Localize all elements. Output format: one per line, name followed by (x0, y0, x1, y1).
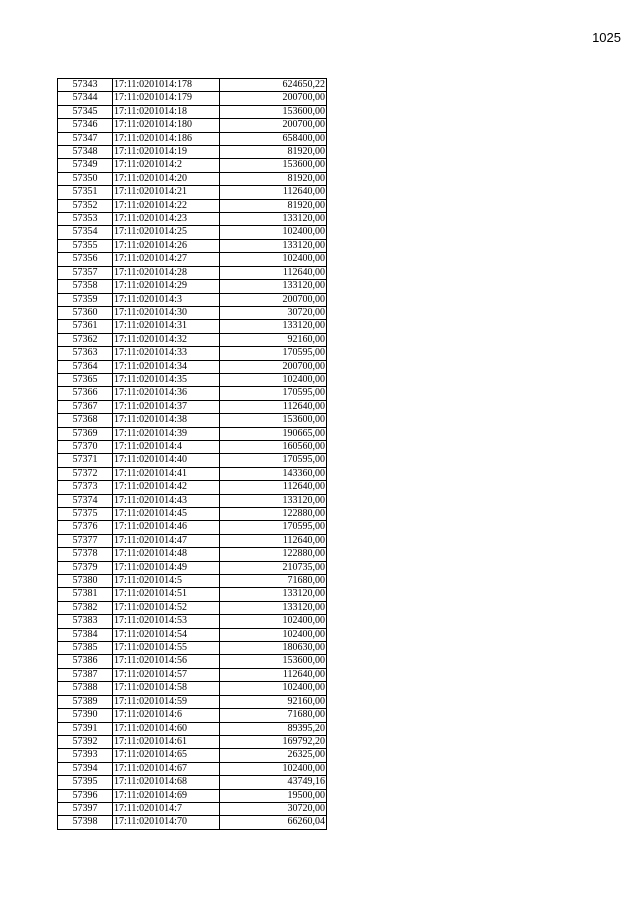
table-row (58, 186, 327, 199)
amount-cell: 133120,00 (220, 280, 327, 293)
amount-cell: 122880,00 (220, 508, 327, 521)
amount-cell: 89395,20 (220, 722, 327, 735)
amount-cell: 153600,00 (220, 414, 327, 427)
amount-cell: 102400,00 (220, 628, 327, 641)
row-number-cell: 57366 (58, 387, 113, 400)
amount-cell: 81920,00 (220, 172, 327, 185)
cadastral-number-cell: 17:11:0201014:47 (113, 534, 220, 547)
amount-cell: 81920,00 (220, 146, 327, 159)
amount-cell: 102400,00 (220, 682, 327, 695)
row-number-cell: 57362 (58, 333, 113, 346)
cadastral-number-cell: 17:11:0201014:70 (113, 816, 220, 829)
cadastral-number-cell: 17:11:0201014:45 (113, 508, 220, 521)
row-number-cell: 57381 (58, 588, 113, 601)
table-row (58, 440, 327, 453)
row-number-cell: 57382 (58, 601, 113, 614)
table-row (58, 132, 327, 145)
table-row (58, 735, 327, 748)
table-row (58, 628, 327, 641)
amount-cell: 102400,00 (220, 253, 327, 266)
row-number-cell: 57367 (58, 400, 113, 413)
row-number-cell: 57376 (58, 521, 113, 534)
table-row (58, 561, 327, 574)
table-row (58, 213, 327, 226)
cadastral-number-cell: 17:11:0201014:31 (113, 320, 220, 333)
cadastral-number-cell: 17:11:0201014:22 (113, 199, 220, 212)
table-row (58, 373, 327, 386)
amount-cell: 92160,00 (220, 333, 327, 346)
cadastral-number-cell: 17:11:0201014:58 (113, 682, 220, 695)
table-row (58, 802, 327, 815)
amount-cell: 170595,00 (220, 347, 327, 360)
cadastral-number-cell: 17:11:0201014:54 (113, 628, 220, 641)
table-row (58, 360, 327, 373)
amount-cell: 143360,00 (220, 467, 327, 480)
page-number: 1025 (592, 30, 621, 45)
amount-cell: 30720,00 (220, 306, 327, 319)
row-number-cell: 57373 (58, 481, 113, 494)
row-number-cell: 57390 (58, 709, 113, 722)
row-number-cell: 57364 (58, 360, 113, 373)
amount-cell: 66260,04 (220, 816, 327, 829)
cadastral-number-cell: 17:11:0201014:6 (113, 709, 220, 722)
amount-cell: 112640,00 (220, 400, 327, 413)
cadastral-number-cell: 17:11:0201014:48 (113, 548, 220, 561)
table-row (58, 414, 327, 427)
amount-cell: 190665,00 (220, 427, 327, 440)
cadastral-number-cell: 17:11:0201014:35 (113, 373, 220, 386)
cadastral-number-cell: 17:11:0201014:28 (113, 266, 220, 279)
amount-cell: 133120,00 (220, 494, 327, 507)
row-number-cell: 57349 (58, 159, 113, 172)
row-number-cell: 57398 (58, 816, 113, 829)
cadastral-number-cell: 17:11:0201014:29 (113, 280, 220, 293)
amount-cell: 133120,00 (220, 320, 327, 333)
table-body (58, 79, 327, 830)
row-number-cell: 57378 (58, 548, 113, 561)
amount-cell: 153600,00 (220, 105, 327, 118)
row-number-cell: 57375 (58, 508, 113, 521)
row-number-cell: 57347 (58, 132, 113, 145)
row-number-cell: 57343 (58, 79, 113, 92)
row-number-cell: 57377 (58, 534, 113, 547)
row-number-cell: 57350 (58, 172, 113, 185)
table-row (58, 79, 327, 92)
amount-cell: 200700,00 (220, 293, 327, 306)
row-number-cell: 57379 (58, 561, 113, 574)
cadastral-number-cell: 17:11:0201014:19 (113, 146, 220, 159)
cadastral-number-cell: 17:11:0201014:21 (113, 186, 220, 199)
cadastral-number-cell: 17:11:0201014:179 (113, 92, 220, 105)
table-row (58, 762, 327, 775)
amount-cell: 133120,00 (220, 213, 327, 226)
table-row (58, 709, 327, 722)
amount-cell: 153600,00 (220, 159, 327, 172)
table-row (58, 146, 327, 159)
amount-cell: 112640,00 (220, 534, 327, 547)
amount-cell: 133120,00 (220, 239, 327, 252)
cadastral-number-cell: 17:11:0201014:32 (113, 333, 220, 346)
cadastral-number-cell: 17:11:0201014:49 (113, 561, 220, 574)
table-row (58, 467, 327, 480)
amount-cell: 26325,00 (220, 749, 327, 762)
row-number-cell: 57368 (58, 414, 113, 427)
cadastral-number-cell: 17:11:0201014:56 (113, 655, 220, 668)
table-row (58, 789, 327, 802)
table-row (58, 253, 327, 266)
row-number-cell: 57359 (58, 293, 113, 306)
cadastral-number-cell: 17:11:0201014:61 (113, 735, 220, 748)
row-number-cell: 57348 (58, 146, 113, 159)
table-row (58, 695, 327, 708)
cadastral-number-cell: 17:11:0201014:65 (113, 749, 220, 762)
cadastral-number-cell: 17:11:0201014:67 (113, 762, 220, 775)
table-row (58, 494, 327, 507)
cadastral-number-cell: 17:11:0201014:186 (113, 132, 220, 145)
cadastral-number-cell: 17:11:0201014:40 (113, 454, 220, 467)
row-number-cell: 57384 (58, 628, 113, 641)
row-number-cell: 57397 (58, 802, 113, 815)
cadastral-number-cell: 17:11:0201014:36 (113, 387, 220, 400)
table-row (58, 387, 327, 400)
table-row (58, 226, 327, 239)
amount-cell: 102400,00 (220, 762, 327, 775)
amount-cell: 624650,22 (220, 79, 327, 92)
row-number-cell: 57388 (58, 682, 113, 695)
table-row (58, 293, 327, 306)
table-row (58, 521, 327, 534)
table-row (58, 105, 327, 118)
row-number-cell: 57363 (58, 347, 113, 360)
row-number-cell: 57356 (58, 253, 113, 266)
row-number-cell: 57354 (58, 226, 113, 239)
row-number-cell: 57370 (58, 440, 113, 453)
row-number-cell: 57360 (58, 306, 113, 319)
cadastral-number-cell: 17:11:0201014:20 (113, 172, 220, 185)
table-row (58, 400, 327, 413)
amount-cell: 200700,00 (220, 92, 327, 105)
cadastral-number-cell: 17:11:0201014:60 (113, 722, 220, 735)
row-number-cell: 57358 (58, 280, 113, 293)
table-row (58, 615, 327, 628)
cadastral-number-cell: 17:11:0201014:25 (113, 226, 220, 239)
row-number-cell: 57369 (58, 427, 113, 440)
amount-cell: 102400,00 (220, 615, 327, 628)
row-number-cell: 57374 (58, 494, 113, 507)
amount-cell: 200700,00 (220, 119, 327, 132)
cadastral-number-cell: 17:11:0201014:27 (113, 253, 220, 266)
table-row (58, 266, 327, 279)
table-row (58, 119, 327, 132)
row-number-cell: 57392 (58, 735, 113, 748)
table-row (58, 548, 327, 561)
table-row (58, 172, 327, 185)
cadastral-number-cell: 17:11:0201014:43 (113, 494, 220, 507)
amount-cell: 180630,00 (220, 642, 327, 655)
amount-cell: 43749,16 (220, 776, 327, 789)
cadastral-number-cell: 17:11:0201014:59 (113, 695, 220, 708)
cadastral-number-cell: 17:11:0201014:55 (113, 642, 220, 655)
cadastral-number-cell: 17:11:0201014:37 (113, 400, 220, 413)
table-row (58, 239, 327, 252)
table-row (58, 642, 327, 655)
row-number-cell: 57395 (58, 776, 113, 789)
cadastral-number-cell: 17:11:0201014:4 (113, 440, 220, 453)
row-number-cell: 57365 (58, 373, 113, 386)
amount-cell: 169792,20 (220, 735, 327, 748)
table-row (58, 320, 327, 333)
amount-cell: 133120,00 (220, 588, 327, 601)
table-row (58, 776, 327, 789)
cadastral-number-cell: 17:11:0201014:46 (113, 521, 220, 534)
row-number-cell: 57357 (58, 266, 113, 279)
table-row (58, 508, 327, 521)
amount-cell: 30720,00 (220, 802, 327, 815)
amount-cell: 102400,00 (220, 373, 327, 386)
table-row (58, 333, 327, 346)
amount-cell: 112640,00 (220, 186, 327, 199)
table-row (58, 347, 327, 360)
table-row (58, 306, 327, 319)
row-number-cell: 57361 (58, 320, 113, 333)
row-number-cell: 57380 (58, 575, 113, 588)
cadastral-number-cell: 17:11:0201014:23 (113, 213, 220, 226)
amount-cell: 112640,00 (220, 481, 327, 494)
cadastral-number-cell: 17:11:0201014:53 (113, 615, 220, 628)
amount-cell: 658400,00 (220, 132, 327, 145)
amount-cell: 71680,00 (220, 709, 327, 722)
table-row (58, 601, 327, 614)
table-row (58, 682, 327, 695)
cadastral-number-cell: 17:11:0201014:34 (113, 360, 220, 373)
amount-cell: 112640,00 (220, 266, 327, 279)
cadastral-number-cell: 17:11:0201014:26 (113, 239, 220, 252)
amount-cell: 170595,00 (220, 454, 327, 467)
row-number-cell: 57394 (58, 762, 113, 775)
row-number-cell: 57352 (58, 199, 113, 212)
amount-cell: 102400,00 (220, 226, 327, 239)
cadastral-number-cell: 17:11:0201014:33 (113, 347, 220, 360)
cadastral-number-cell: 17:11:0201014:41 (113, 467, 220, 480)
table-row (58, 534, 327, 547)
cadastral-number-cell: 17:11:0201014:178 (113, 79, 220, 92)
amount-cell: 71680,00 (220, 575, 327, 588)
table-row (58, 588, 327, 601)
row-number-cell: 57385 (58, 642, 113, 655)
cadastral-number-cell: 17:11:0201014:2 (113, 159, 220, 172)
row-number-cell: 57351 (58, 186, 113, 199)
row-number-cell: 57345 (58, 105, 113, 118)
cadastral-number-cell: 17:11:0201014:38 (113, 414, 220, 427)
table-row (58, 749, 327, 762)
cadastral-number-cell: 17:11:0201014:57 (113, 668, 220, 681)
table-row (58, 816, 327, 829)
amount-cell: 170595,00 (220, 387, 327, 400)
table-row (58, 655, 327, 668)
amount-cell: 133120,00 (220, 601, 327, 614)
row-number-cell: 57386 (58, 655, 113, 668)
amount-cell: 92160,00 (220, 695, 327, 708)
row-number-cell: 57371 (58, 454, 113, 467)
row-number-cell: 57387 (58, 668, 113, 681)
row-number-cell: 57396 (58, 789, 113, 802)
table-row (58, 668, 327, 681)
row-number-cell: 57393 (58, 749, 113, 762)
table-row (58, 481, 327, 494)
row-number-cell: 57344 (58, 92, 113, 105)
cadastral-number-cell: 17:11:0201014:42 (113, 481, 220, 494)
table-row (58, 722, 327, 735)
amount-cell: 112640,00 (220, 668, 327, 681)
cadastral-number-cell: 17:11:0201014:3 (113, 293, 220, 306)
cadastral-number-cell: 17:11:0201014:51 (113, 588, 220, 601)
cadastral-number-cell: 17:11:0201014:18 (113, 105, 220, 118)
table-row (58, 575, 327, 588)
amount-cell: 122880,00 (220, 548, 327, 561)
table-row (58, 280, 327, 293)
row-number-cell: 57391 (58, 722, 113, 735)
amount-cell: 170595,00 (220, 521, 327, 534)
table-row (58, 92, 327, 105)
cadastral-number-cell: 17:11:0201014:7 (113, 802, 220, 815)
row-number-cell: 57383 (58, 615, 113, 628)
cadastral-number-cell: 17:11:0201014:68 (113, 776, 220, 789)
table-row (58, 159, 327, 172)
row-number-cell: 57355 (58, 239, 113, 252)
amount-cell: 153600,00 (220, 655, 327, 668)
row-number-cell: 57389 (58, 695, 113, 708)
cadastral-number-cell: 17:11:0201014:30 (113, 306, 220, 319)
cadastral-number-cell: 17:11:0201014:69 (113, 789, 220, 802)
cadastral-number-cell: 17:11:0201014:180 (113, 119, 220, 132)
cadastral-number-cell: 17:11:0201014:39 (113, 427, 220, 440)
table-row (58, 454, 327, 467)
cadastral-number-cell: 17:11:0201014:5 (113, 575, 220, 588)
amount-cell: 160560,00 (220, 440, 327, 453)
amount-cell: 200700,00 (220, 360, 327, 373)
data-table (57, 78, 327, 830)
amount-cell: 19500,00 (220, 789, 327, 802)
table-row (58, 199, 327, 212)
amount-cell: 210735,00 (220, 561, 327, 574)
row-number-cell: 57353 (58, 213, 113, 226)
row-number-cell: 57346 (58, 119, 113, 132)
amount-cell: 81920,00 (220, 199, 327, 212)
cadastral-number-cell: 17:11:0201014:52 (113, 601, 220, 614)
table-row (58, 427, 327, 440)
row-number-cell: 57372 (58, 467, 113, 480)
